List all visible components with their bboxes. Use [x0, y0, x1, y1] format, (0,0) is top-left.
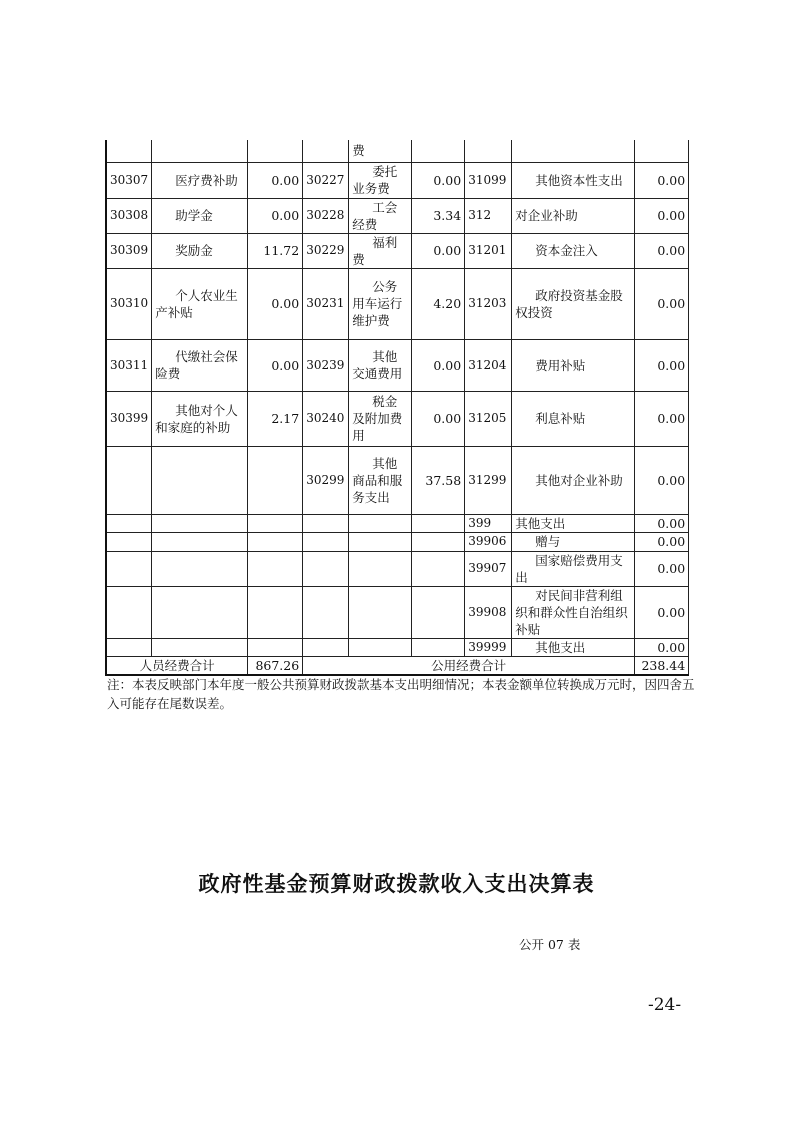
totals-row — [106, 656, 689, 675]
code-cell: 30240 — [303, 391, 349, 446]
item-name-cell — [152, 140, 248, 162]
amount-cell: 0.00 — [635, 586, 689, 638]
item-name-cell: 其他资本性支出 — [512, 162, 635, 198]
amount-cell: 0.00 — [635, 339, 689, 391]
amount-cell: 0.00 — [412, 233, 465, 268]
item-name-cell — [512, 140, 635, 162]
code-cell: 39999 — [465, 638, 512, 656]
code-cell: 399 — [465, 514, 512, 532]
code-cell: 30228 — [303, 198, 349, 233]
amount-cell — [412, 638, 465, 656]
item-name-cell — [152, 514, 248, 532]
amount-cell: 0.00 — [635, 446, 689, 514]
code-cell — [303, 532, 349, 551]
code-cell: 31201 — [465, 233, 512, 268]
code-cell — [303, 638, 349, 656]
table-note: 注：本表反映部门本年度一般公共预算财政拨款基本支出明细情况；本表金额单位转换成万元时，因四舍五入可能存在尾数误差。 — [107, 677, 695, 711]
amount-cell — [635, 140, 689, 162]
code-cell: 30310 — [106, 268, 152, 339]
code-cell: 30227 — [303, 162, 349, 198]
amount-cell: 0.00 — [412, 162, 465, 198]
personnel-total-label: 人员经费合计 — [106, 656, 248, 675]
code-cell — [106, 532, 152, 551]
public-total-label: 公用经费合计 — [303, 656, 635, 675]
amount-cell: 0.00 — [635, 638, 689, 656]
code-cell: 30311 — [106, 339, 152, 391]
code-cell: 31203 — [465, 268, 512, 339]
amount-cell — [412, 532, 465, 551]
code-cell — [303, 551, 349, 586]
amount-cell: 0.00 — [635, 532, 689, 551]
amount-cell — [248, 140, 303, 162]
item-name-cell: 费 — [349, 140, 412, 162]
code-cell: 31099 — [465, 162, 512, 198]
table-row — [106, 391, 689, 446]
amount-cell — [412, 140, 465, 162]
table-row — [106, 268, 689, 339]
item-name-cell — [152, 532, 248, 551]
amount-cell: 37.58 — [412, 446, 465, 514]
code-cell: 30239 — [303, 339, 349, 391]
item-name-cell — [152, 638, 248, 656]
amount-cell — [412, 551, 465, 586]
item-name-cell: 福利费 — [349, 233, 412, 268]
table-row — [106, 638, 689, 656]
item-name-cell: 国家赔偿费用支出 — [512, 551, 635, 586]
item-name-cell: 对企业补助 — [512, 198, 635, 233]
item-name-cell — [349, 532, 412, 551]
amount-cell — [248, 586, 303, 638]
item-name-cell — [349, 638, 412, 656]
amount-cell: 0.00 — [635, 233, 689, 268]
code-cell: 30309 — [106, 233, 152, 268]
amount-cell — [412, 586, 465, 638]
item-name-cell — [349, 514, 412, 532]
amount-cell: 0.00 — [248, 339, 303, 391]
amount-cell — [248, 514, 303, 532]
code-cell — [106, 514, 152, 532]
table-row — [106, 140, 689, 162]
code-cell: 39907 — [465, 551, 512, 586]
amount-cell: 0.00 — [248, 198, 303, 233]
table-row — [106, 532, 689, 551]
amount-cell — [248, 446, 303, 514]
amount-cell: 0.00 — [635, 391, 689, 446]
item-name-cell: 其他支出 — [512, 514, 635, 532]
amount-cell: 0.00 — [635, 268, 689, 339]
item-name-cell: 资本金注入 — [512, 233, 635, 268]
item-name-cell — [152, 586, 248, 638]
code-cell — [106, 446, 152, 514]
table-row — [106, 514, 689, 532]
item-name-cell: 工会经费 — [349, 198, 412, 233]
item-name-cell: 税金及附加费用 — [349, 391, 412, 446]
amount-cell: 4.20 — [412, 268, 465, 339]
page-number: -24- — [648, 995, 682, 1015]
amount-cell: 0.00 — [248, 268, 303, 339]
code-cell: 31204 — [465, 339, 512, 391]
item-name-cell — [152, 446, 248, 514]
amount-cell: 0.00 — [635, 162, 689, 198]
code-cell — [106, 638, 152, 656]
table-row — [106, 233, 689, 268]
public-total-value: 238.44 — [635, 656, 689, 675]
item-name-cell: 利息补贴 — [512, 391, 635, 446]
amount-cell: 0.00 — [635, 551, 689, 586]
amount-cell: 0.00 — [248, 162, 303, 198]
code-cell — [106, 551, 152, 586]
amount-cell: 0.00 — [635, 198, 689, 233]
code-cell: 31299 — [465, 446, 512, 514]
item-name-cell: 助学金 — [152, 198, 248, 233]
item-name-cell: 其他交通费用 — [349, 339, 412, 391]
basic-expenditure-detail-table — [105, 140, 689, 676]
amount-cell — [248, 638, 303, 656]
code-cell: 30299 — [303, 446, 349, 514]
code-cell: 30308 — [106, 198, 152, 233]
item-name-cell: 其他支出 — [512, 638, 635, 656]
code-cell — [465, 140, 512, 162]
amount-cell: 0.00 — [412, 339, 465, 391]
amount-cell — [412, 514, 465, 532]
amount-cell: 3.34 — [412, 198, 465, 233]
code-cell: 312 — [465, 198, 512, 233]
item-name-cell: 委托业务费 — [349, 162, 412, 198]
code-cell — [106, 586, 152, 638]
amount-cell: 11.72 — [248, 233, 303, 268]
code-cell: 30229 — [303, 233, 349, 268]
item-name-cell: 公务用车运行维护费 — [349, 268, 412, 339]
amount-cell — [248, 551, 303, 586]
personnel-total-value: 867.26 — [248, 656, 303, 675]
table-row — [106, 162, 689, 198]
item-name-cell: 政府投资基金股权投资 — [512, 268, 635, 339]
code-cell — [303, 140, 349, 162]
item-name-cell: 个人农业生产补贴 — [152, 268, 248, 339]
item-name-cell — [349, 586, 412, 638]
item-name-cell: 费用补贴 — [512, 339, 635, 391]
item-name-cell: 其他对个人和家庭的补助 — [152, 391, 248, 446]
table-row — [106, 339, 689, 391]
table-row — [106, 551, 689, 586]
code-cell — [106, 140, 152, 162]
amount-cell — [248, 532, 303, 551]
next-section-title: 政府性基金预算财政拨款收入支出决算表 — [198, 871, 595, 896]
amount-cell: 0.00 — [412, 391, 465, 446]
code-cell: 31205 — [465, 391, 512, 446]
amount-cell: 2.17 — [248, 391, 303, 446]
item-name-cell: 赠与 — [512, 532, 635, 551]
code-cell — [303, 586, 349, 638]
item-name-cell — [152, 551, 248, 586]
code-cell: 39908 — [465, 586, 512, 638]
item-name-cell: 医疗费补助 — [152, 162, 248, 198]
table-row — [106, 198, 689, 233]
amount-cell: 0.00 — [635, 514, 689, 532]
item-name-cell: 其他对企业补助 — [512, 446, 635, 514]
code-cell: 30399 — [106, 391, 152, 446]
code-cell: 30307 — [106, 162, 152, 198]
table-row — [106, 586, 689, 638]
item-name-cell: 对民间非营利组织和群众性自治组织补贴 — [512, 586, 635, 638]
item-name-cell — [349, 551, 412, 586]
item-name-cell: 其他商品和服务支出 — [349, 446, 412, 514]
item-name-cell: 奖励金 — [152, 233, 248, 268]
code-cell: 39906 — [465, 532, 512, 551]
table-row — [106, 446, 689, 514]
code-cell: 30231 — [303, 268, 349, 339]
table-number: 公开 07 表 — [519, 937, 581, 952]
item-name-cell: 代缴社会保险费 — [152, 339, 248, 391]
code-cell — [303, 514, 349, 532]
